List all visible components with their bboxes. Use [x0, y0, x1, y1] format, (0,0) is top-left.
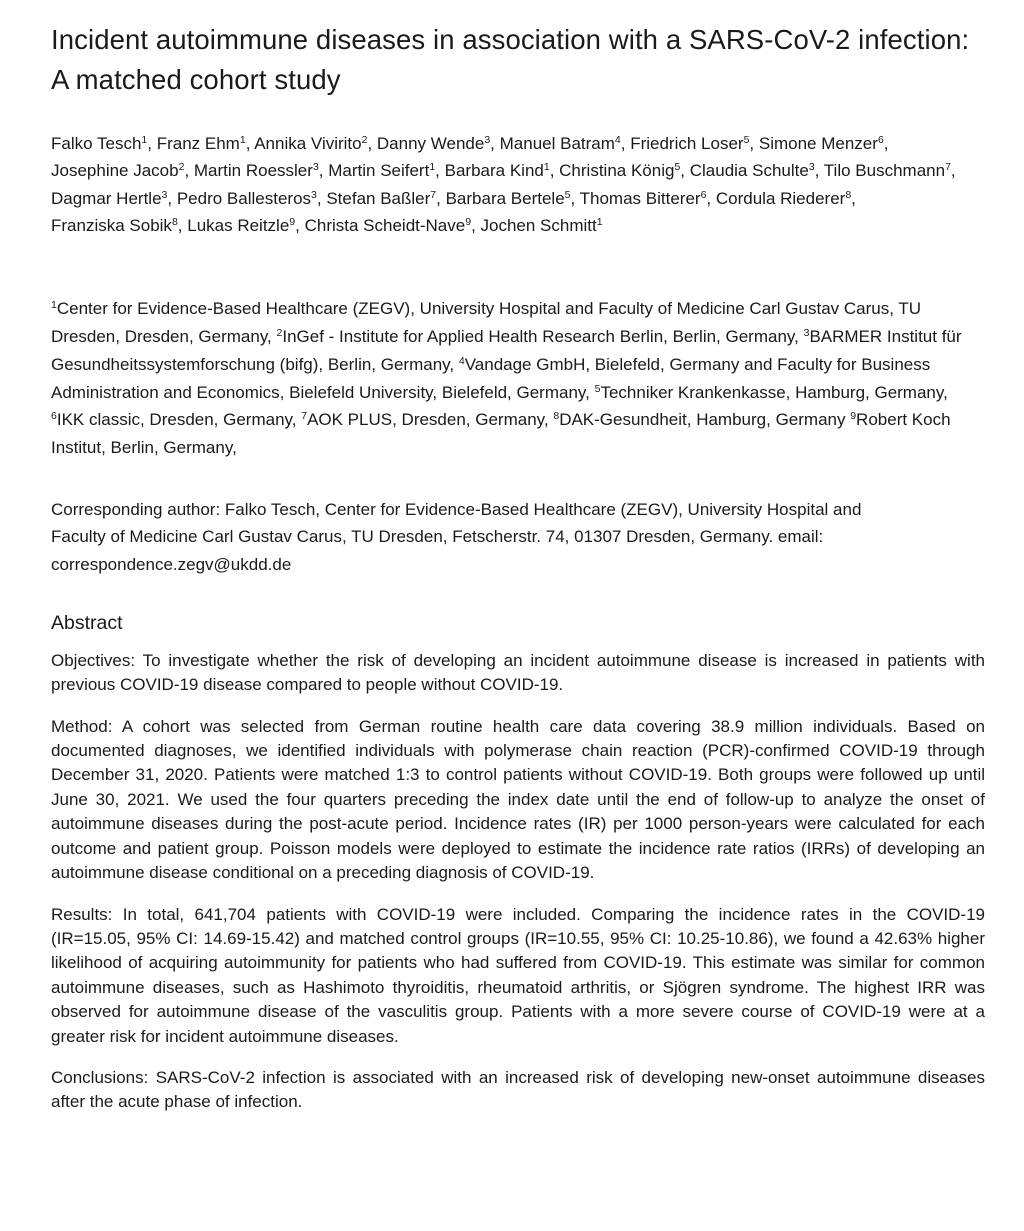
- affiliation-number: 5: [594, 382, 601, 395]
- affiliation-number: 2: [276, 326, 283, 339]
- author-name: Barbara Kind: [444, 161, 544, 181]
- author-affiliation-number: 7: [430, 188, 437, 201]
- author-entry: [559, 161, 680, 180]
- author-entry: [51, 216, 178, 235]
- author-entry: [630, 134, 749, 153]
- author-name: Danny Wende: [376, 134, 485, 153]
- author-affiliation-number: 3: [311, 188, 317, 201]
- author-entry: [51, 161, 184, 180]
- abstract-conclusions: Conclusions: SARS-CoV-2 infection is associated with an increased risk of developing new-onset autoimmune diseases after the acute phase of infection.: [51, 1067, 985, 1112]
- author-affiliation-number: 1: [239, 134, 246, 146]
- affiliation-text: InGef - Institute for Applied Health Research Berlin, Berlin, Germany,: [282, 326, 804, 346]
- author-entry: [377, 134, 490, 153]
- author-affiliation-number: 9: [289, 215, 296, 228]
- author-name: Simone Menzer: [758, 134, 878, 153]
- author-name: Pedro Ballesteros: [176, 188, 312, 208]
- affiliation-number: 6: [51, 410, 57, 423]
- author-entry: [194, 161, 319, 180]
- paper-page: [51, 20, 985, 1132]
- author-affiliation-number: 3: [808, 161, 815, 174]
- author-affiliation-number: 6: [877, 134, 884, 146]
- author-entry: [305, 216, 471, 235]
- author-affiliation-number: 3: [161, 188, 168, 201]
- author-name: Jochen Schmitt: [480, 215, 597, 235]
- abstract-method: Method: A cohort was selected from German routine health care data covering 38.9 million individuals. Based on documented diagnoses, we identified individuals with polymerase chain reaction (PCR)-confirmed COVID-19 through December 31, 2020. Patients were matched 1:3 to control patients without COVID-19. Both groups were followed up until June 30, 2021. We used the four quarters preceding the index date until the end of follow-up to analyze the onset of autoimmune diseases during the post-acute period. Incidence rates (IR) per 1000 person-years were calculated for each outcome and patient group. Poisson models were deployed to estimate the incidence rate ratios (IRRs) of developing an autoimmune disease conditional on a preceding diagnosis of COVID-19.: [51, 716, 985, 883]
- author-name: Franz Ehm: [156, 134, 240, 153]
- affiliation-text: IKK classic, Dresden, Germany,: [56, 410, 302, 430]
- affiliation-text: Center for Evidence-Based Healthcare (ZEGV), University Hospital and Faculty of Medicine Carl Gustav Carus, TU Dresden, Dresden, Germany,: [51, 299, 926, 346]
- affiliation-text: Robert Koch Institut, Berlin, Germany,: [51, 410, 956, 458]
- author-affiliation-number: 5: [743, 134, 750, 146]
- author-affiliation-number: 7: [945, 161, 951, 174]
- author-name: Barbara Bertele: [445, 188, 565, 208]
- author-name: Christa Scheidt-Nave: [304, 215, 466, 235]
- abstract-results: Results: In total, 641,704 patients with COVID-19 were included. Comparing the incidence rates in the COVID-19 (IR=15.05, 95% CI: 14.69-15.42) and matched control groups (IR=10.55, 95% CI: 10.25-10.86), we found a 42.63% higher likelihood of acquiring autoimmunity for patients who had suffered from COVID-19. This estimate was similar for common autoimmune diseases, such as Hashimoto thyroiditis, rheumatoid arthritis, or Sjögren syndrome. The highest IRR was observed for autoimmune disease of the vasculitis group. Patients with a more severe course of COVID-19 were at a greater risk for incident autoimmune diseases.: [51, 904, 985, 1046]
- affiliation-text: AOK PLUS, Dresden, Germany,: [307, 410, 554, 430]
- author-affiliation-number: 8: [845, 188, 852, 201]
- author-entry: [580, 189, 707, 208]
- author-entry: [51, 134, 147, 153]
- author-affiliation-number: 2: [361, 134, 368, 146]
- author-affiliation-number: 1: [429, 161, 436, 174]
- author-entry: [500, 134, 621, 153]
- abstract-objectives: Objectives: To investigate whether the risk of developing an incident autoimmune disease is increased in patients with previous COVID-19 disease compared to people without COVID-19.: [51, 650, 985, 695]
- affiliation-number: 4: [458, 354, 465, 367]
- author-affiliation-number: 1: [141, 134, 148, 146]
- author-name: Claudia Schulte: [689, 161, 809, 181]
- author-affiliation-number: 6: [700, 188, 707, 201]
- author-affiliation-number: 1: [596, 215, 603, 228]
- abstract-heading: Abstract: [51, 611, 123, 634]
- author-affiliation-number: 5: [564, 188, 571, 201]
- author-name: Lukas Reitzle: [187, 215, 290, 235]
- author-affiliation-number: 9: [465, 215, 472, 228]
- author-affiliation-number: 3: [484, 134, 491, 146]
- author-name: Josephine Jacob: [51, 161, 179, 181]
- author-name: Thomas Bitterer: [579, 188, 701, 208]
- author-entry: [326, 189, 436, 208]
- author-name: Dagmar Hertle: [51, 188, 162, 208]
- author-affiliation-number: 3: [312, 161, 319, 174]
- author-entry: [445, 161, 550, 180]
- paper-title: Incident autoimmune diseases in association with a SARS-CoV-2 infection: A matched cohort study: [51, 24, 970, 95]
- affiliation-number: 1: [51, 299, 57, 312]
- author-entry: [328, 161, 435, 180]
- author-name: Friedrich Loser: [630, 134, 744, 153]
- author-affiliation-number: 4: [614, 134, 621, 146]
- author-name: Manuel Batram: [499, 134, 615, 153]
- author-entry: [690, 161, 815, 180]
- affiliation-number: 3: [803, 326, 810, 339]
- author-entry: [187, 216, 295, 235]
- affiliation-text: Vandage GmbH, Bielefeld, Germany and Faculty for Business Administration and Economics, Bielefeld University, Bielefeld, Germany,: [51, 354, 935, 402]
- author-entry: [824, 161, 951, 180]
- author-entry: [759, 134, 884, 153]
- author-name: Stefan Baßler: [326, 188, 431, 208]
- author-entry: [716, 189, 851, 208]
- affiliation-text: DAK-Gesundheit, Hamburg, Germany: [559, 410, 851, 430]
- author-affiliation-number: 1: [543, 161, 550, 174]
- affiliation-list: [51, 295, 985, 462]
- affiliation-number: 8: [553, 410, 560, 423]
- author-name: Martin Roessler: [193, 161, 313, 181]
- author-entry: [446, 189, 571, 208]
- author-entry: [481, 216, 603, 235]
- affiliation-number: 7: [301, 410, 308, 423]
- affiliation-number: 9: [850, 410, 857, 423]
- author-name: Franziska Sobik: [51, 215, 172, 235]
- author-entry: [177, 189, 317, 208]
- author-list: Falko Tesch$^1$, Franz Ehm$^1$, Annika Vivirito$^2$, Danny Wende$^3$, Manuel Batram$^4$, Friedrich Loser$^5$, Simone Menzer$^6$, Josephine Jacob$^2$, Martin Roessler$^3$, Martin Seifert$^1$, Barbara Kind$^1$, Christina König$^5$, Claudia Schulte$^3$, Tilo Buschmann$^7$, Dagmar Hertle$^3$, Pedro Ballesteros$^3$, Stefan Baßler$^7$, Barbara Bertele$^5$, Thomas Bitterer$^6$, Cordula Riederer$^8$, Franziska Sobik$^8$, Lukas Reitzle$^9$, Christa Scheidt-Nave$^9$, Jochen Schmitt$^1$: [51, 134, 956, 235]
- author-name: Falko Tesch: [51, 134, 142, 153]
- affiliation-text: Techniker Krankenkasse, Hamburg, Germany,: [600, 382, 953, 402]
- author-name: Annika Vivirito: [254, 134, 362, 153]
- author-affiliation-number: 2: [178, 161, 185, 174]
- author-entry: [51, 189, 167, 208]
- author-affiliation-number: 5: [674, 161, 681, 174]
- author-name: Christina König: [559, 161, 675, 181]
- affiliation-text: BARMER Institut für Gesundheitssystemforschung (bifg), Berlin, Germany,: [51, 326, 967, 374]
- author-name: Tilo Buschmann: [823, 161, 946, 181]
- author-name: Martin Seifert: [328, 161, 430, 181]
- author-entry: [157, 134, 246, 153]
- corresponding-author: Corresponding author: Falko Tesch, Center for Evidence-Based Healthcare (ZEGV), University Hospital and Faculty of Medicine Carl Gustav Carus, TU Dresden, Fetscherstr. 74, 01307 Dresden, Germany. email: correspondence.zegv@ukdd.de: [51, 499, 862, 574]
- author-entry: [254, 134, 367, 153]
- author-affiliation-number: 8: [171, 215, 178, 228]
- author-name: Cordula Riederer: [715, 188, 846, 208]
